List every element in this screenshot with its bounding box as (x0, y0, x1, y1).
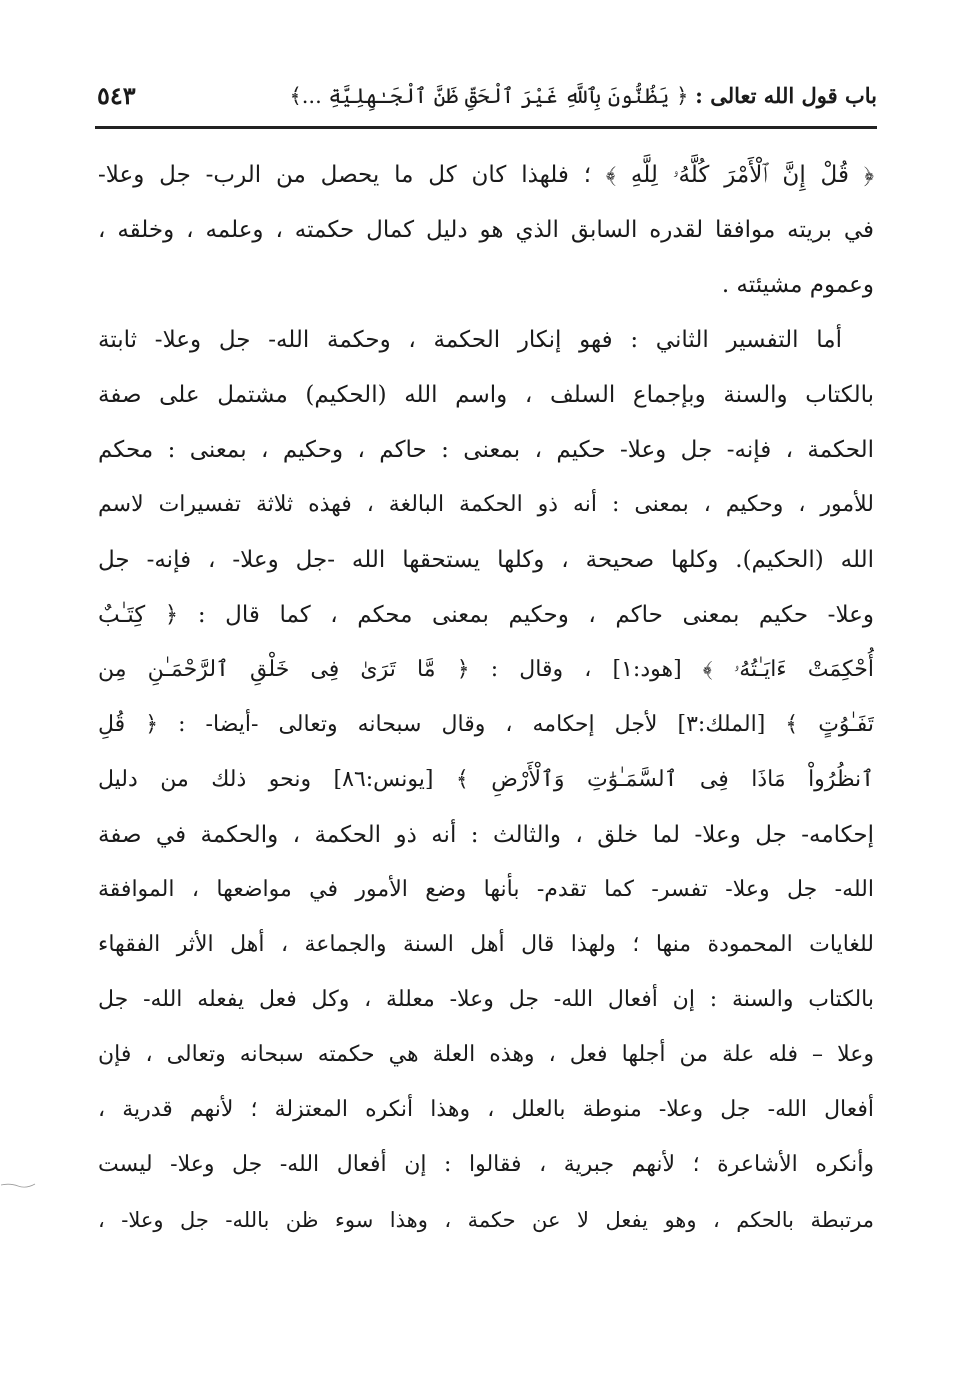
body-text (98, 150, 874, 1250)
text-line: وأنكره الأشاعرة ؛ لأنهم جبرية ، فقالوا : إن أفعال الله- جل وعلا- ليست (98, 1152, 874, 1177)
scan-smudge (0, 1180, 36, 1190)
text-line: الله (الحكيم). وكلها صحيحة ، وكلها يستحقها الله -جل وعلا- ، فإنه- جل (98, 547, 874, 573)
text-line: بالكتاب والسنة : إن أفعال الله- جل وعلا- معللة ، وكل فعل يفعله الله- جل (98, 987, 874, 1012)
text-line: وعلا- حكيم بمعنى حاكم ، وحكيم بمعنى محكم ، كما قال : ﴿ كِتَـٰبٌ (98, 602, 874, 628)
page-header (95, 78, 877, 118)
text-line: تَفَـٰوُتٍ ﴾ [الملك:٣] لأجل إحكامه ، وقال سبحانه وتعالى -أيضا- : ﴿ قُلِ (98, 712, 874, 737)
text-line: إحكامه- جل وعلا- لما خلق ، والثالث : أنه ذو الحكمة ، والحكمة في صفة (98, 822, 874, 848)
chapter-title: باب قول الله تعالى : (695, 83, 877, 108)
text-line: بالكتاب والسنة وبإجماع السلف ، واسم الله (الحكيم) مشتمل على صفة (98, 382, 874, 408)
text-line: للغايات المحمودة منها ؛ ولهذا قال أهل السنة والجماعة ، أهل الأثر الفقهاء (98, 932, 874, 957)
text-line: وعلا – فله علة من أجلها فعل ، وهذه العلة هي حكمته سبحانه وتعالى ، فإن (98, 1042, 874, 1067)
text-line: وعموم مشيئته . (721, 272, 874, 298)
text-line: مرتبطة بالحكم ، وهو يفعل لا عن حكمة ، وهذا سوء ظن بالله- جل وعلا- ، (98, 1208, 874, 1232)
header-divider (95, 126, 877, 129)
text-line: أما التفسير الثاني : فهو إنكار الحكمة ، وحكمة الله- جل وعلا- ثابتة (98, 327, 842, 353)
text-line: الله- جل وعلا- تفسر- كما تقدم- بأنها وضع الأمور في مواضعها ، الموافقة (98, 877, 874, 902)
text-line: أُحْكِمَتْ ءَايَـٰتُهُۥ ﴾ [هود:١] ، وقال : ﴿ مَّا تَرَىٰ فِى خَلْقِ ٱلرَّحْمَـٰنِ مِن (98, 657, 874, 682)
text-line: في بريته موافقا لقدره السابق الذي هو دليل كمال حكمته ، وعلمه ، وخلقه ، (98, 217, 874, 243)
page-number: ٥٤٣ (97, 81, 136, 110)
text-line: للأمور ، وحكيم ، بمعنى : أنه ذو الحكمة البالغة ، فهذه ثلاثة تفسيرات لاسم (98, 492, 874, 517)
chapter-verse: ﴿ يَظُنُّونَ بِٱللَّهِ غَيْرَ ٱلْحَقِّ ظَنَّ ٱلْجَـٰهِلِيَّةِ ...﴾ (289, 84, 689, 108)
text-line: الحكمة ، فإنه- جل وعلا- حكيم ، بمعنى : حاكم ، وحكيم ، بمعنى : محكم (98, 437, 874, 463)
text-line: ﴿ قُلْ إِنَّ ٱلْأَمْرَ كُلَّهُۥ لِلَّهِ ﴾ ؛ فلهذا كان كل ما يحصل من الرب- جل وعلا- (98, 162, 874, 188)
text-line: أفعال الله- جل وعلا- منوطة بالعلل ، وهذا أنكره المعتزلة ؛ لأنهم قدرية ، (98, 1097, 874, 1122)
text-line: ٱنظُرُواْ مَاذَا فِى ٱلسَّمَـٰوَٰتِ وَٱلْأَرْضِ ﴾ [يونس:٨٦] ونحو ذلك من دليل (98, 767, 874, 792)
running-title (289, 78, 877, 114)
